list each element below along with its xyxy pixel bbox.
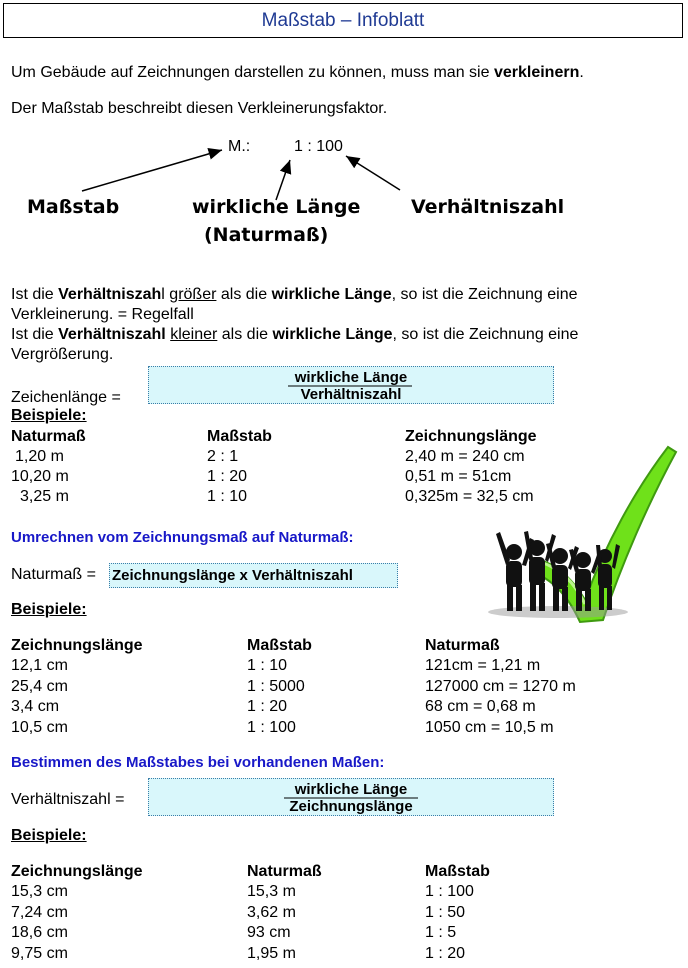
table-cell: 15,3 cm: [11, 883, 68, 900]
examples-label-1: Beispiele:: [11, 407, 87, 424]
table-header-cell: Naturmaß: [425, 637, 500, 654]
rule-bold: wirkliche Länge: [271, 286, 392, 303]
rule-underlined: größer: [169, 286, 217, 303]
page-title: Maßstab – Infoblatt: [3, 3, 683, 38]
table-cell: 2,40 m = 240 cm: [405, 448, 525, 465]
rule-bold: Verhältniszahl: [58, 326, 166, 343]
table-cell: 18,6 cm: [11, 924, 68, 941]
table-cell: 10,20 m: [11, 468, 69, 485]
intro-bold-word: verkleinern: [493, 64, 580, 81]
table-cell: 7,24 cm: [11, 903, 68, 921]
formula-1-numerator: wirkliche Länge: [294, 369, 408, 386]
diagram-ratio: 1 : 100: [294, 138, 343, 155]
table-cell: 2 : 1: [207, 448, 239, 465]
label-ratio: Verhältniszahl: [411, 196, 565, 218]
table-header-cell: Naturmaß: [247, 863, 322, 880]
table-cell: 1 : 5000: [247, 677, 305, 695]
table-cell: 3,25 m: [20, 488, 69, 505]
rule-bold: wirkliche Länge: [272, 326, 393, 343]
label-real-length: wirkliche Länge: [192, 196, 361, 218]
rule-2-line-2: Vergrößerung.: [11, 346, 114, 363]
table-cell: 1 : 20: [425, 944, 466, 962]
table-header-cell: Naturmaß: [11, 428, 86, 445]
table-cell: 1 : 20: [247, 698, 288, 715]
intro-period: .: [579, 64, 584, 81]
rule-text: Ist die: [11, 326, 59, 343]
rule-underlined: kleiner: [170, 326, 218, 343]
table-header-cell: Zeichnungslänge: [11, 637, 143, 654]
diagram-mark: M.:: [228, 138, 251, 155]
table-cell: 1050 cm = 10,5 m: [425, 718, 554, 736]
formula-3-fraction: [148, 778, 554, 816]
rule-bold: Verhältniszah: [58, 286, 162, 303]
table-header-cell: Maßstab: [247, 637, 312, 654]
table-cell: 1 : 50: [425, 903, 466, 921]
rule-text: , so ist die Zeichnung eine: [392, 326, 579, 343]
rule-text: l: [161, 286, 170, 303]
intro-line-2: Der Maßstab beschreibt diesen Verkleinerungsfaktor.: [11, 100, 388, 117]
formula-3-numerator: wirkliche Länge: [294, 781, 408, 798]
rule-text: , so ist die Zeichnung eine: [391, 286, 578, 303]
formula-1-denominator: Verhältniszahl: [300, 386, 402, 403]
examples-label-2: Beispiele:: [11, 601, 87, 618]
table-cell: 3,4 cm: [11, 698, 60, 715]
table-cell: 0,325m = 32,5 cm: [405, 488, 534, 505]
table-cell: 12,1 cm: [11, 657, 68, 674]
table-cell: 0,51 m = 51cm: [405, 468, 512, 485]
table-cell: 1 : 100: [425, 883, 474, 900]
formula-3-lhs: Verhältniszahl =: [11, 791, 125, 808]
table-header-cell: Zeichnungslänge: [11, 863, 143, 880]
table-cell: 1 : 100: [247, 718, 296, 736]
table-cell: 1 : 10: [207, 488, 248, 505]
table-cell: 15,3 m: [247, 883, 296, 900]
rule-text: als die: [216, 286, 272, 303]
table-cell: 9,75 cm: [11, 944, 68, 962]
intro-text: Um Gebäude auf Zeichnungen darstellen zu können, muss man sie: [11, 64, 494, 81]
table-cell: 127000 cm = 1270 m: [425, 677, 576, 695]
formula-2-lhs: Naturmaß =: [11, 566, 96, 583]
section-2-heading: Umrechnen vom Zeichnungsmaß auf Naturmaß:: [11, 529, 354, 546]
label-real-sub: (Naturmaß): [204, 224, 329, 246]
rule-1-line-2: Verkleinerung. = Regelfall: [11, 306, 194, 323]
table-cell: 121cm = 1,21 m: [425, 657, 541, 674]
table-cell: 68 cm = 0,68 m: [425, 698, 536, 715]
cheering-people-silhouette-icon: [488, 531, 628, 618]
formula-3-denominator: Zeichnungslänge: [289, 798, 413, 815]
examples-label-3: Beispiele:: [11, 827, 87, 844]
table-header-cell: Maßstab: [425, 863, 490, 880]
table-cell: 93 cm: [247, 924, 291, 941]
table-cell: 1 : 10: [247, 657, 288, 674]
table-cell: 25,4 cm: [11, 677, 68, 695]
formula-1-lhs: Zeichenlänge =: [11, 389, 121, 406]
table-cell: 1,20 m: [15, 448, 64, 465]
rule-text: Ist die: [11, 286, 59, 303]
label-scale: Maßstab: [27, 196, 120, 218]
table-cell: 1,95 m: [247, 944, 296, 962]
table-header-cell: Maßstab: [207, 428, 272, 445]
table-header-cell: Zeichnungslänge: [405, 428, 537, 445]
rule-text: als die: [217, 326, 273, 343]
table-cell: 1 : 5: [425, 924, 457, 941]
section-3-heading: Bestimmen des Maßstabes bei vorhandenen Maßen:: [11, 754, 385, 771]
formula-2-box: Zeichnungslänge x Verhältniszahl: [109, 563, 398, 588]
table-cell: 10,5 cm: [11, 718, 68, 736]
table-cell: 3,62 m: [247, 903, 296, 921]
table-cell: 1 : 20: [207, 468, 248, 485]
